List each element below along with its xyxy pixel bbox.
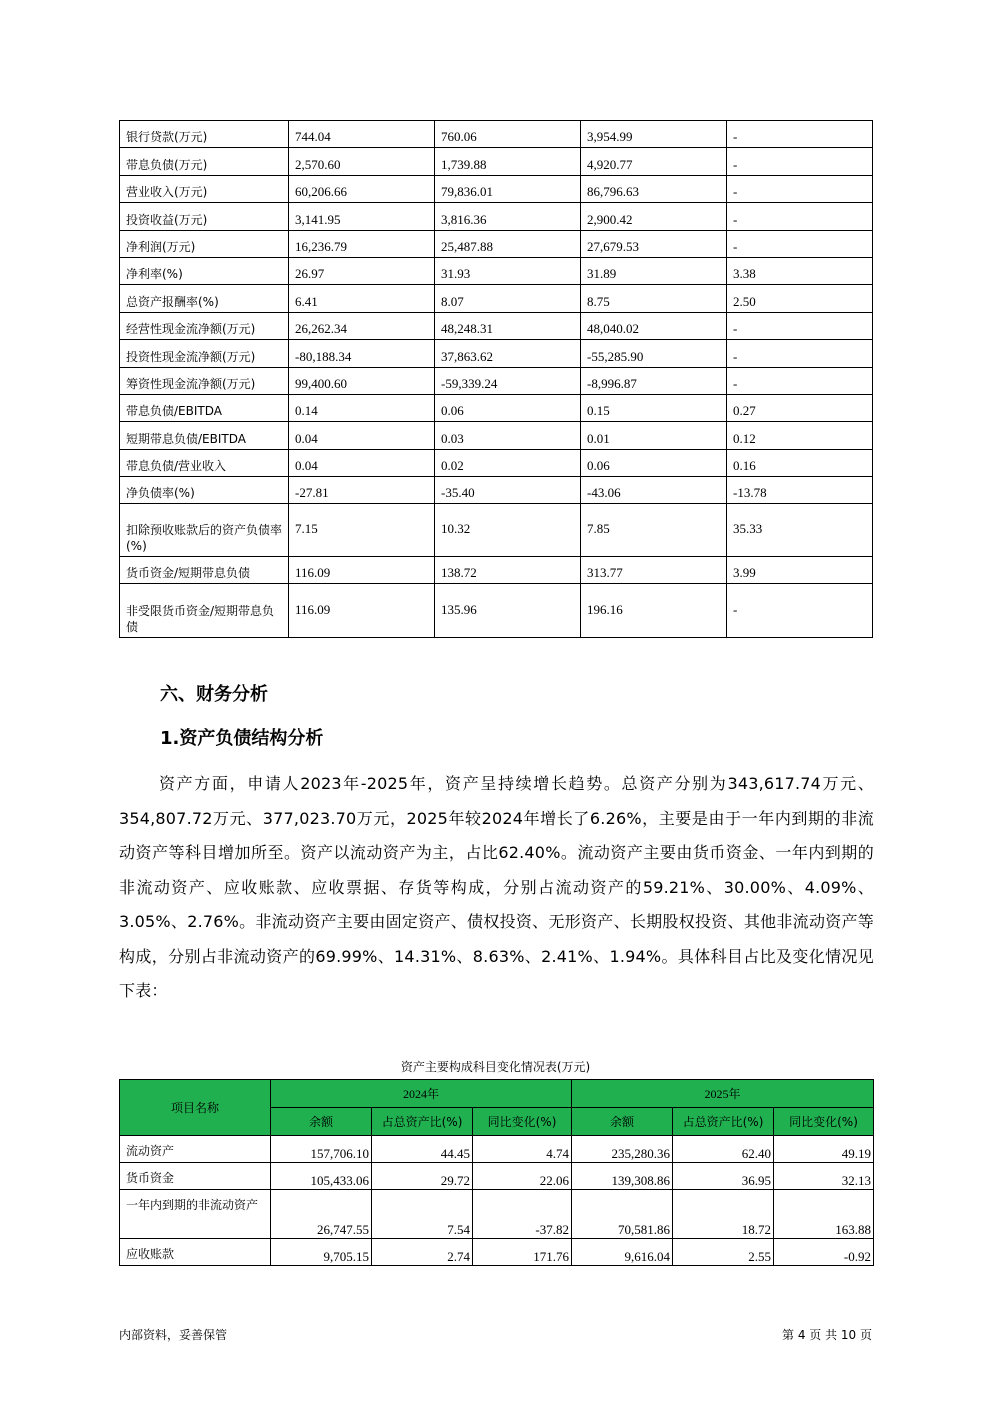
metric-label: 筹资性现金流净额(万元) [120, 367, 289, 394]
metric-value: 760.06 [435, 121, 581, 148]
metric-value: 7.85 [581, 504, 727, 557]
metric-value: 3,816.36 [435, 203, 581, 230]
metric-value: 0.15 [581, 394, 727, 421]
metrics-row [120, 285, 873, 312]
metric-value: - [727, 230, 873, 257]
metrics-row [120, 340, 873, 367]
metrics-table-body [120, 121, 873, 638]
asset-value: 171.76 [473, 1239, 572, 1266]
metric-value: - [727, 312, 873, 339]
metric-label: 扣除预收账款后的资产负债率(%) [120, 504, 289, 557]
asset-value: 2.55 [673, 1239, 774, 1266]
header-balance-2025: 余额 [572, 1108, 673, 1136]
metric-value: 27,679.53 [581, 230, 727, 257]
metric-label: 营业收入(万元) [120, 175, 289, 202]
metric-value: 10.32 [435, 504, 581, 557]
metric-value: 2,900.42 [581, 203, 727, 230]
metric-value: 35.33 [727, 504, 873, 557]
metric-value: -27.81 [289, 477, 435, 504]
metric-value: 135.96 [435, 584, 581, 638]
metric-value: 0.12 [727, 422, 873, 449]
metric-value: 2,570.60 [289, 148, 435, 175]
metric-value: 79,836.01 [435, 175, 581, 202]
asset-value: 44.45 [372, 1136, 473, 1163]
metric-value: 7.15 [289, 504, 435, 557]
header-yoy-2025: 同比变化(%) [774, 1108, 874, 1136]
metrics-row [120, 312, 873, 339]
asset-row [120, 1190, 874, 1239]
metric-value: 99,400.60 [289, 367, 435, 394]
metrics-row [120, 203, 873, 230]
metric-value: 313.77 [581, 557, 727, 584]
metric-value: 3.38 [727, 257, 873, 284]
metric-value: 6.41 [289, 285, 435, 312]
asset-value: 157,706.10 [271, 1136, 372, 1163]
metric-value: 116.09 [289, 584, 435, 638]
metric-label: 短期带息负债/EBITDA [120, 422, 289, 449]
header-year-2024: 2024年 [271, 1080, 572, 1108]
metric-value: 16,236.79 [289, 230, 435, 257]
metric-value: 0.06 [435, 394, 581, 421]
section-heading: 六、财务分析 [160, 684, 268, 705]
metric-value: 0.04 [289, 422, 435, 449]
metrics-row [120, 504, 873, 557]
table-caption: 资产主要构成科目变化情况表(万元) [400, 1060, 591, 1074]
metric-value: -43.06 [581, 477, 727, 504]
metric-label: 经营性现金流净额(万元) [120, 312, 289, 339]
header-yoy-2024: 同比变化(%) [473, 1108, 572, 1136]
metric-label: 带息负债(万元) [120, 148, 289, 175]
metric-label: 投资收益(万元) [120, 203, 289, 230]
metric-label: 投资性现金流净额(万元) [120, 340, 289, 367]
analysis-paragraph: 资产方面，申请人2023年-2025年，资产呈持续增长趋势。总资产分别为343,617.74万元、354,807.72万元、377,023.70万元，2025年较2024年增长了6.26%，主要是由于一年内到期的非流动资产等科目增加所至。资产以流动资产为主，占比62.40%。流动资产主要由货币资金、一年内到期的非流动资产、应收账款、应收票据、存货等构成，分别占流动资产的59.21%、30.00%、4.09%、3.05%、2.76%。非流动资产主要由固定资产、债权投资、无形资产、长期股权投资、其他非流动资产等构成，分别占非流动资产的69.99%、14.31%、8.63%、2.41%、1.94%。具体科目占比及变化情况见下表： [119, 774, 874, 1000]
asset-structure-table [119, 1079, 874, 1266]
metrics-row [120, 449, 873, 476]
asset-value: 235,280.36 [572, 1136, 673, 1163]
metric-value: 0.01 [581, 422, 727, 449]
metric-value: 8.07 [435, 285, 581, 312]
metric-value: - [727, 175, 873, 202]
asset-row [120, 1163, 874, 1190]
metrics-row [120, 584, 873, 638]
metric-value: 26,262.34 [289, 312, 435, 339]
metric-value: 3,954.99 [581, 121, 727, 148]
metrics-row [120, 148, 873, 175]
metric-value: - [727, 340, 873, 367]
asset-value: 163.88 [774, 1190, 874, 1239]
metric-value: - [727, 584, 873, 638]
asset-value: 105,433.06 [271, 1163, 372, 1190]
metric-value: 0.03 [435, 422, 581, 449]
footer-page-number: 第 4 页 共 10 页 [782, 1328, 872, 1342]
asset-row [120, 1239, 874, 1266]
metric-label: 带息负债/EBITDA [120, 394, 289, 421]
asset-item-label: 应收账款 [120, 1239, 271, 1266]
asset-value: 36.95 [673, 1163, 774, 1190]
metric-value: 86,796.63 [581, 175, 727, 202]
metrics-row [120, 477, 873, 504]
asset-value: 9,616.04 [572, 1239, 673, 1266]
asset-value: 2.74 [372, 1239, 473, 1266]
metric-value: -80,188.34 [289, 340, 435, 367]
metric-value: 4,920.77 [581, 148, 727, 175]
metric-label: 货币资金/短期带息负债 [120, 557, 289, 584]
asset-value: 49.19 [774, 1136, 874, 1163]
metric-value: 744.04 [289, 121, 435, 148]
asset-value: 139,308.86 [572, 1163, 673, 1190]
header-item-name: 项目名称 [120, 1080, 271, 1136]
metric-value: 116.09 [289, 557, 435, 584]
header-share-2025: 占总资产比(%) [673, 1108, 774, 1136]
footer-confidential: 内部资料，妥善保管 [119, 1328, 228, 1342]
header-balance-2024: 余额 [271, 1108, 372, 1136]
metric-label: 净利润(万元) [120, 230, 289, 257]
asset-value: -0.92 [774, 1239, 874, 1266]
metric-value: 3.99 [727, 557, 873, 584]
header-share-2024: 占总资产比(%) [372, 1108, 473, 1136]
metric-label: 带息负债/营业收入 [120, 449, 289, 476]
metric-value: - [727, 203, 873, 230]
header-year-2025: 2025年 [572, 1080, 874, 1108]
metrics-row [120, 367, 873, 394]
asset-value: 32.13 [774, 1163, 874, 1190]
metric-value: -8,996.87 [581, 367, 727, 394]
metric-value: 31.93 [435, 257, 581, 284]
financial-metrics-table [119, 120, 873, 638]
metric-value: - [727, 367, 873, 394]
metrics-row [120, 557, 873, 584]
asset-value: 4.74 [473, 1136, 572, 1163]
metric-value: 8.75 [581, 285, 727, 312]
asset-value: 9,705.15 [271, 1239, 372, 1266]
metric-label: 银行贷款(万元) [120, 121, 289, 148]
asset-item-label: 流动资产 [120, 1136, 271, 1163]
metrics-row [120, 394, 873, 421]
metric-value: 0.04 [289, 449, 435, 476]
metric-value: -13.78 [727, 477, 873, 504]
metric-value: 0.14 [289, 394, 435, 421]
asset-value: 22.06 [473, 1163, 572, 1190]
metric-value: - [727, 148, 873, 175]
metrics-row [120, 230, 873, 257]
metric-value: 48,248.31 [435, 312, 581, 339]
metric-value: 196.16 [581, 584, 727, 638]
metrics-row [120, 175, 873, 202]
metric-value: - [727, 121, 873, 148]
asset-row [120, 1136, 874, 1163]
metric-value: 60,206.66 [289, 175, 435, 202]
metric-value: 2.50 [727, 285, 873, 312]
asset-item-label: 一年内到期的非流动资产 [120, 1190, 271, 1239]
metric-value: 1,739.88 [435, 148, 581, 175]
metric-value: 25,487.88 [435, 230, 581, 257]
metrics-row [120, 257, 873, 284]
metric-label: 非受限货币资金/短期带息负债 [120, 584, 289, 638]
metric-value: 0.16 [727, 449, 873, 476]
metric-value: -35.40 [435, 477, 581, 504]
metric-value: 3,141.95 [289, 203, 435, 230]
asset-value: 29.72 [372, 1163, 473, 1190]
metric-label: 净利率(%) [120, 257, 289, 284]
metric-value: -55,285.90 [581, 340, 727, 367]
metric-value: 37,863.62 [435, 340, 581, 367]
asset-value: 70,581.86 [572, 1190, 673, 1239]
metric-label: 总资产报酬率(%) [120, 285, 289, 312]
metric-value: 31.89 [581, 257, 727, 284]
asset-value: 18.72 [673, 1190, 774, 1239]
subsection-heading: 1.资产负债结构分析 [160, 728, 324, 749]
metric-value: 26.97 [289, 257, 435, 284]
metric-label: 净负债率(%) [120, 477, 289, 504]
metric-value: 138.72 [435, 557, 581, 584]
metrics-row [120, 121, 873, 148]
asset-value: 62.40 [673, 1136, 774, 1163]
asset-value: -37.82 [473, 1190, 572, 1239]
asset-value: 7.54 [372, 1190, 473, 1239]
metric-value: 0.06 [581, 449, 727, 476]
metric-value: 48,040.02 [581, 312, 727, 339]
metrics-row [120, 422, 873, 449]
asset-value: 26,747.55 [271, 1190, 372, 1239]
metric-value: -59,339.24 [435, 367, 581, 394]
asset-item-label: 货币资金 [120, 1163, 271, 1190]
metric-value: 0.27 [727, 394, 873, 421]
asset-table-body [120, 1136, 874, 1266]
metric-value: 0.02 [435, 449, 581, 476]
